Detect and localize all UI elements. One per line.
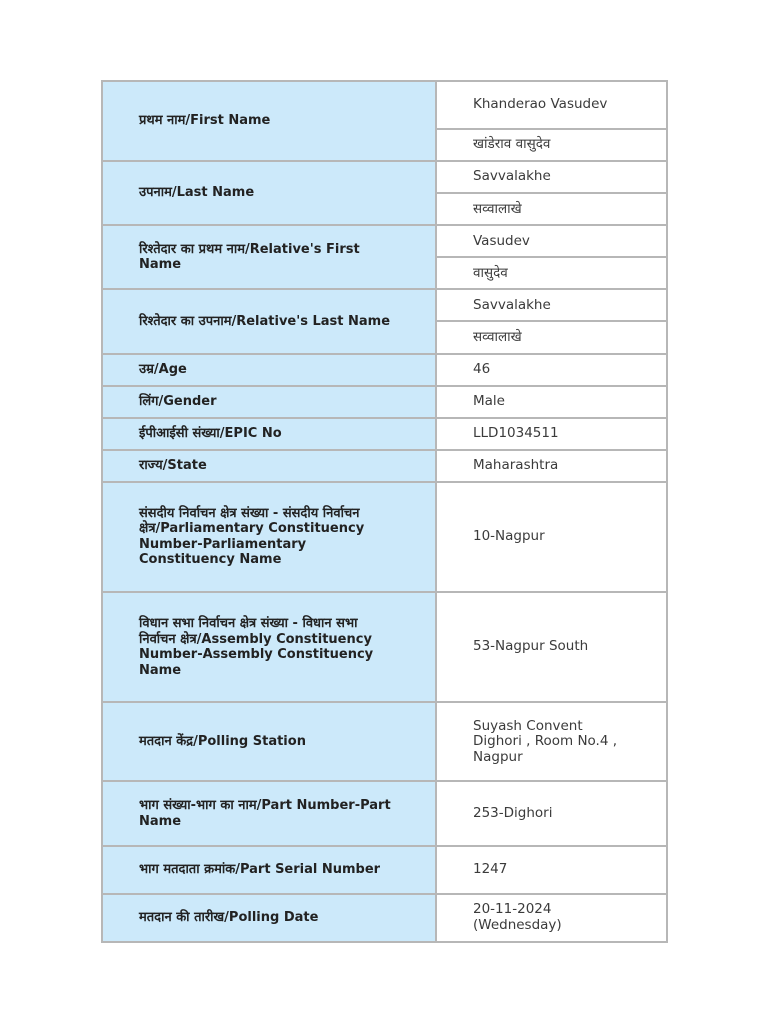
part-number-label: भाग संख्या-भाग का नाम/Part Number-Part Name bbox=[102, 781, 436, 845]
table-row bbox=[102, 702, 667, 781]
relative-first-name-label: रिश्तेदार का प्रथम नाम/Relative's First Name bbox=[102, 225, 436, 289]
gender-value: Male bbox=[436, 386, 667, 418]
age-value: 46 bbox=[436, 354, 667, 386]
epic-no-label: ईपीआईसी संख्या/EPIC No bbox=[102, 418, 436, 450]
parliamentary-constituency-label: संसदीय निर्वाचन क्षेत्र संख्या - संसदीय निर्वाचन क्षेत्र/Parliamentary Constituency Number-Parliamentary Constituency Name bbox=[102, 482, 436, 592]
first-name-value-english: Khanderao Vasudev bbox=[436, 81, 667, 129]
table-row bbox=[102, 161, 667, 193]
last-name-value-hindi: सव्वालाखे bbox=[436, 193, 667, 225]
state-label: राज्य/State bbox=[102, 450, 436, 482]
age-label: उम्र/Age bbox=[102, 354, 436, 386]
last-name-label: उपनाम/Last Name bbox=[102, 161, 436, 225]
table-row bbox=[102, 81, 667, 129]
relative-first-name-value-hindi: वासुदेव bbox=[436, 257, 667, 289]
assembly-constituency-label: विधान सभा निर्वाचन क्षेत्र संख्या - विधान सभा निर्वाचन क्षेत्र/Assembly Constituency Number-Assembly Constituency Name bbox=[102, 592, 436, 702]
table-row bbox=[102, 450, 667, 482]
polling-date-value: 20-11-2024 (Wednesday) bbox=[436, 894, 667, 942]
part-number-value: 253-Dighori bbox=[436, 781, 667, 845]
table-row bbox=[102, 482, 667, 592]
table-row bbox=[102, 354, 667, 386]
polling-station-value: Suyash Convent Dighori , Room No.4 , Nagpur bbox=[436, 702, 667, 781]
voter-details-table bbox=[101, 80, 668, 943]
assembly-constituency-value: 53-Nagpur South bbox=[436, 592, 667, 702]
table-row bbox=[102, 592, 667, 702]
polling-station-label: मतदान केंद्र/Polling Station bbox=[102, 702, 436, 781]
first-name-label: प्रथम नाम/First Name bbox=[102, 81, 436, 161]
first-name-value-hindi: खांडेराव वासुदेव bbox=[436, 129, 667, 161]
relative-last-name-label: रिश्तेदार का उपनाम/Relative's Last Name bbox=[102, 289, 436, 353]
table-row bbox=[102, 846, 667, 894]
last-name-value-english: Savvalakhe bbox=[436, 161, 667, 193]
relative-last-name-value-english: Savvalakhe bbox=[436, 289, 667, 321]
table-row bbox=[102, 894, 667, 942]
table-row bbox=[102, 386, 667, 418]
relative-first-name-value-english: Vasudev bbox=[436, 225, 667, 257]
table-row bbox=[102, 418, 667, 450]
polling-date-label: मतदान की तारीख/Polling Date bbox=[102, 894, 436, 942]
state-value: Maharashtra bbox=[436, 450, 667, 482]
parliamentary-constituency-value: 10-Nagpur bbox=[436, 482, 667, 592]
gender-label: लिंग/Gender bbox=[102, 386, 436, 418]
part-serial-number-value: 1247 bbox=[436, 846, 667, 894]
table-row bbox=[102, 781, 667, 845]
epic-no-value: LLD1034511 bbox=[436, 418, 667, 450]
table-row bbox=[102, 289, 667, 321]
part-serial-number-label: भाग मतदाता क्रमांक/Part Serial Number bbox=[102, 846, 436, 894]
relative-last-name-value-hindi: सव्वालाखे bbox=[436, 321, 667, 353]
table-row bbox=[102, 225, 667, 257]
